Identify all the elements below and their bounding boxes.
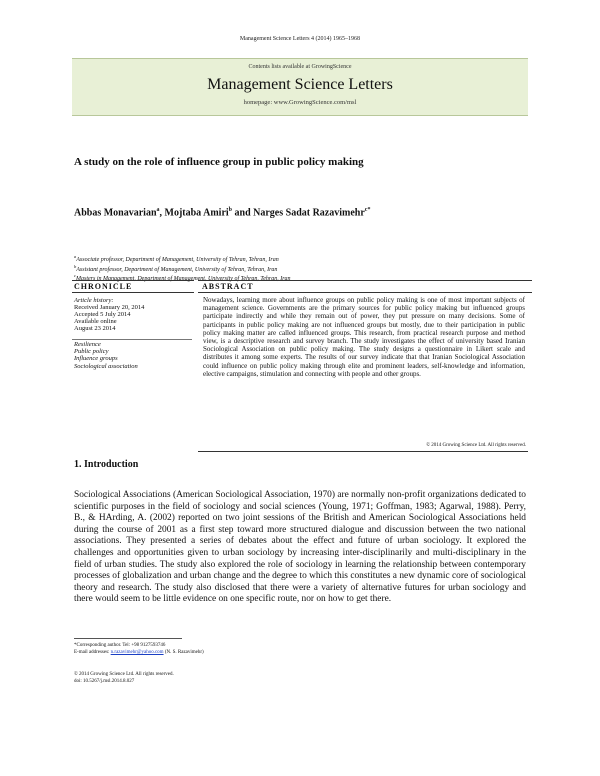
contents-line: Contents lists available at GrowingScience (248, 64, 352, 70)
introduction-text: Sociological Associations (American Sociological Association, 1970) are normally non-profit organizations dedicated to scientific purposes in the field of sociology and social sciences (Young, 1971; Goffman, 1983; Agarwal, 1988). Perry, B., & HArding, A. (2002) reported on two joint sessions of the British and American Sociological Associations held during the course of 2001 as a first step toward more structured dialogue and discussion between the two national associations. They presented a series of debates about the effect and future of urban sociology. It explored the challenges and opportunities given to urban sociology by increasing inter-disciplinarily and multi-disciplinary in the field of urban studies. The study also explored the role of sociology in learning the relationship between contemporary processes of globalization and urban change and the degree to which this constitutes a new dynamic core of sociological theory and research. The study also disclosed that there were a variety of alternative futures for urban sociology and there would seem to be little evidence on one specific route, nor on how to get there. (74, 490, 526, 605)
article-title: A study on the role of influence group in public policy making (74, 156, 364, 168)
journal-banner (72, 58, 528, 116)
author-name: Mojtaba Amiri (164, 207, 229, 219)
author-name: Abbas Monavarian (74, 207, 157, 219)
affiliation-text: Assistant professor, Department of Management, University of Tehran, Tehran, Iran (76, 266, 278, 273)
section-heading: 1. Introduction (74, 459, 139, 470)
keyword: Influence groups (74, 355, 118, 363)
abstract-heading: ABSTRACT (198, 280, 532, 293)
footnote-divider (74, 638, 182, 639)
history-line: Available online (74, 318, 117, 325)
author-name: Narges Sadat Razavimehr (253, 207, 365, 219)
author-affil-mark: c* (364, 207, 371, 213)
author-affil-mark: a (156, 207, 160, 213)
author-affil-mark: b (228, 207, 233, 213)
affiliation-text: Associate professor, Department of Management, University of Tehran, Tehran, Iran (76, 257, 279, 263)
history-line: Received January 20, 2014 (74, 304, 145, 311)
affiliations (74, 254, 291, 283)
footer-copyright: © 2014 Growing Science Ltd. All rights reserved. (74, 672, 174, 677)
corresponding-author-note: *Corresponding author. Tel: +98 9127593746 (74, 643, 166, 648)
affiliation-text: Masters in Management, Department of Management, University of Tehran, Tehran, Iran (76, 276, 291, 282)
email-label: E-mail addresses: (74, 650, 111, 655)
footnotes (74, 642, 204, 656)
affiliation-mark: b (74, 263, 77, 269)
affiliation-mark: a (74, 254, 77, 259)
author-list (74, 207, 370, 218)
abstract-divider (198, 451, 528, 452)
email-note (74, 649, 204, 656)
affiliation-line (74, 264, 291, 274)
keyword: Sociological association (74, 362, 138, 370)
abstract-copyright: © 2014 Growing Science Ltd. All rights reserved. (426, 443, 526, 448)
running-header: Management Science Letters 4 (2014) 1965–1968 (239, 36, 361, 42)
keyword: Public policy (74, 348, 109, 356)
journal-title: Management Science Letters (207, 76, 393, 93)
author-separator: , (159, 207, 165, 219)
email-link[interactable]: n.razavimehr@yahoo.com (110, 650, 164, 655)
history-label: Article history: (74, 297, 114, 304)
chronicle-heading: CHRONICLE (72, 280, 194, 293)
keywords (74, 341, 192, 370)
author-separator: and (232, 207, 254, 219)
article-history (74, 297, 192, 332)
affiliation-line (74, 254, 291, 264)
affiliation-mark: c (74, 273, 76, 278)
history-line: Accepted 5 July 2014 (74, 311, 131, 318)
abstract-text: Nowadays, learning more about influence groups on public policy making is one of most important subjects of management science. Governments are the primary sources for public policy making but influenced groups participate indirectly and while they remain out of power, they put pressure on many decisions. Some of participants in public policy making are not influenced groups but mostly, due to their participation in public policy making matter are called influenced groups. This research, from practical research purpose and method view, is a descriptive research and survey branch. The study investigates the effect of university based Iranian Sociological Association on public policy making. The study designs a questionnaire in Likert scale and distributes it among some experts. The results of our survey indicate that that Iranian Sociological Association could influence on public policy making through elite and prominent leaders, self-knowledge and information, elective campaigns, stimulation and connecting with people and other groups. (203, 296, 525, 378)
history-line: August 23 2014 (74, 325, 116, 332)
journal-homepage[interactable]: homepage: www.GrowingScience.com/msl (243, 99, 357, 106)
doi[interactable]: doi: 10.5267/j.msl.2014.8.027 (74, 679, 135, 684)
email-suffix: (N. S. Razavimehr) (163, 650, 204, 655)
bottom-info (74, 671, 174, 685)
keyword: Resilience (74, 341, 101, 348)
history-divider (72, 339, 192, 340)
